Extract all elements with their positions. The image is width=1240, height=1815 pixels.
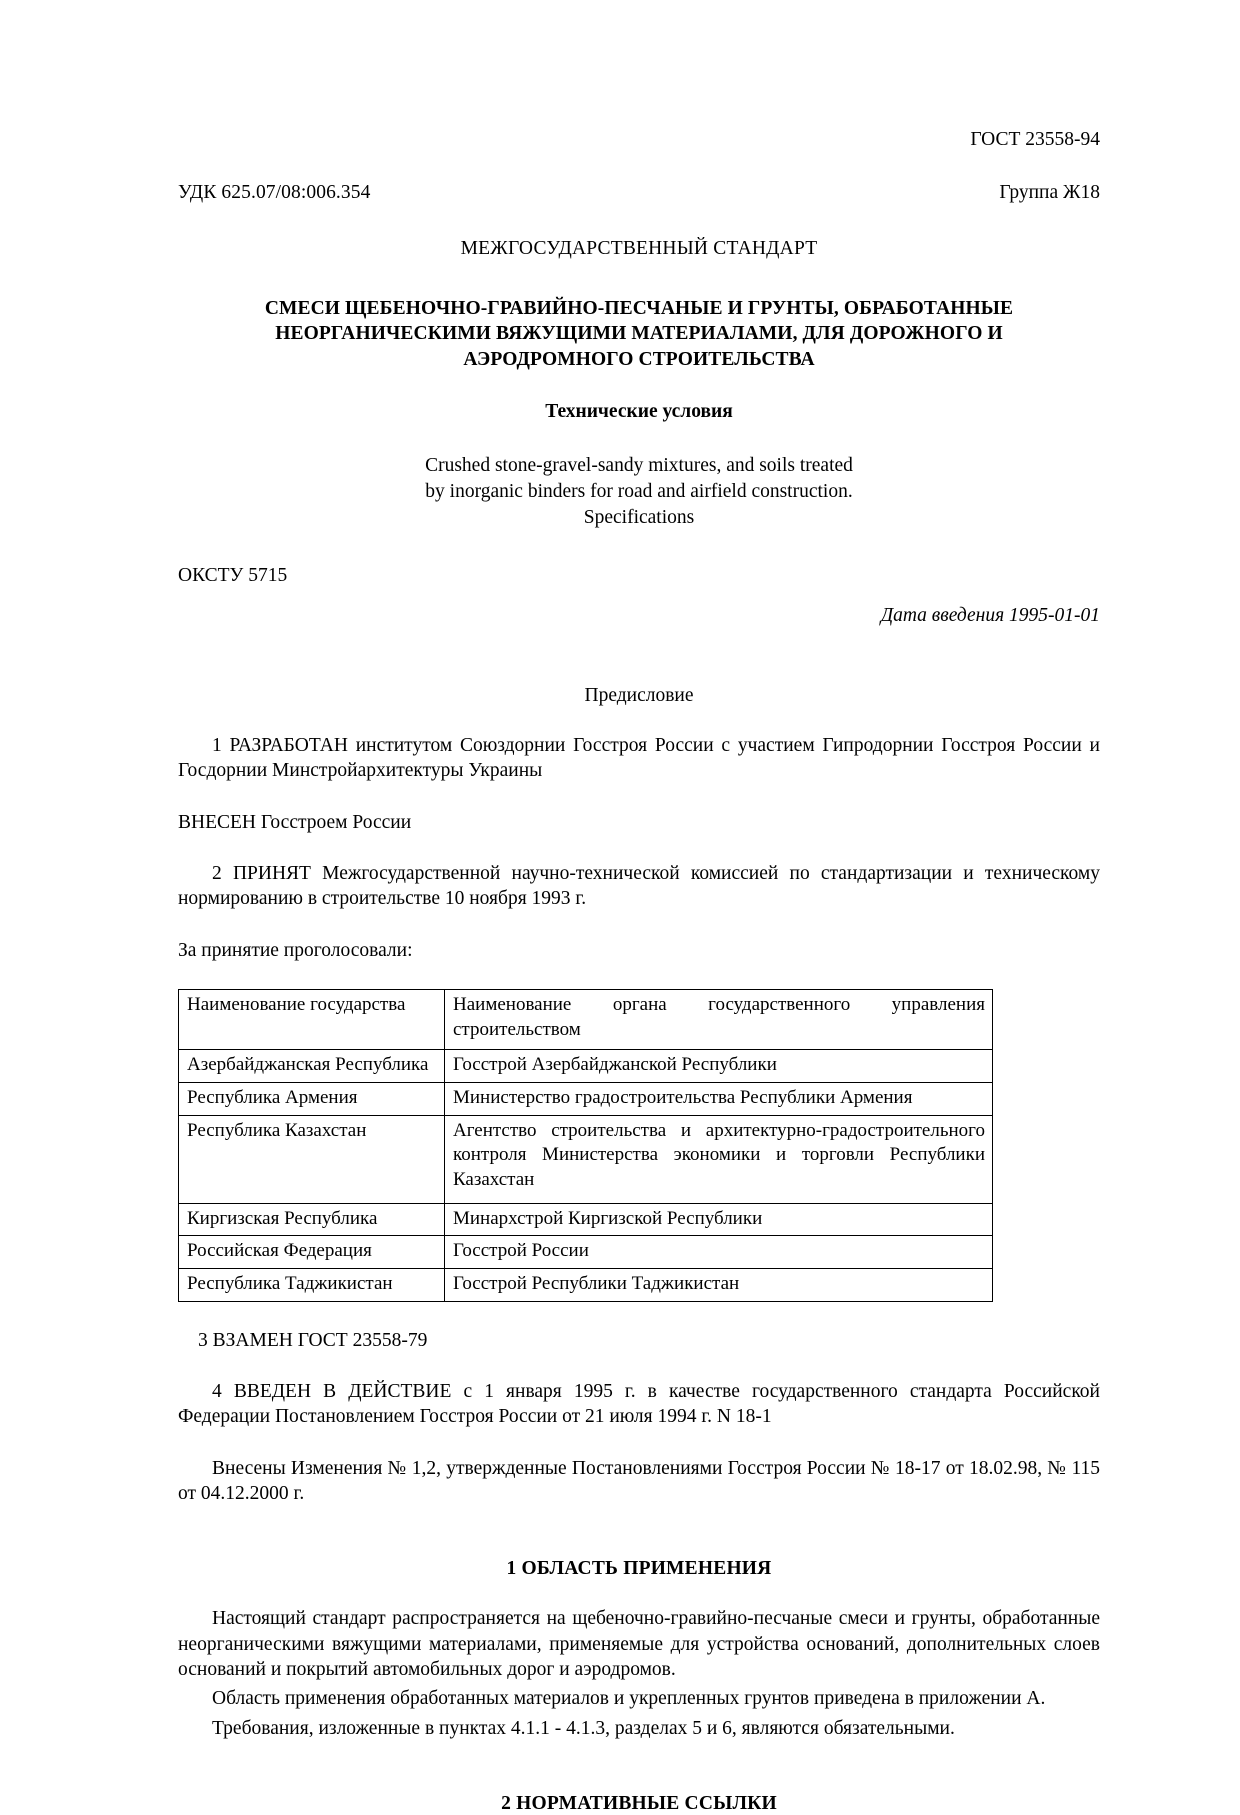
preface-item-3: 3 ВЗАМЕН ГОСТ 23558-79 bbox=[198, 1329, 428, 1351]
table-header-row bbox=[179, 990, 993, 1050]
table-cell-state: Российская Федерация bbox=[179, 1236, 445, 1269]
section-heading-1: 1 ОБЛАСТЬ ПРИМЕНЕНИЯ bbox=[506, 1558, 772, 1580]
section1-paragraph-3: Требования, изложенные в пунктах 4.1.1 - 4.1.3, разделах 5 и 6, являются обязательными. bbox=[212, 1717, 955, 1739]
section1-paragraph-1: Настоящий стандарт распространяется на щебеночно-гравийно-песчаные смеси и грунты, обработанные неорганическими вяжущими материалами, применяемые для устройства оснований, дополнительных слоев оснований и покрытий автомобильных дорог и аэродромов. bbox=[178, 1608, 1100, 1680]
table-cell-body: Госстрой Республики Таджикистан bbox=[445, 1268, 993, 1301]
table-cell-body: Агентство строительства и архитектурно-градостроительного контроля Министерства экономики и торговли Республики Казахстан bbox=[445, 1115, 993, 1203]
table-header-cell-body: Наименование органа государственного управления строительством bbox=[445, 990, 993, 1050]
english-title bbox=[178, 453, 1100, 531]
table-cell-state: Республика Казахстан bbox=[179, 1115, 445, 1203]
table-row bbox=[179, 1236, 993, 1269]
table-cell-state: Азербайджанская Республика bbox=[179, 1050, 445, 1083]
standard-kind: МЕЖГОСУДАРСТВЕННЫЙ СТАНДАРТ bbox=[460, 237, 818, 259]
table-row bbox=[179, 1050, 993, 1083]
vote-intro-text: За принятие проголосовали: bbox=[178, 939, 413, 961]
table-row bbox=[179, 1082, 993, 1115]
date-introduced: Дата введения 1995-01-01 bbox=[880, 605, 1100, 627]
vote-table bbox=[178, 989, 993, 1301]
preface-amendments: Внесены Изменения № 1,2, утвержденные Постановлениями Госстроя России № 18-17 от 18.02.98, № 115 от 04.12.2000 г. bbox=[178, 1457, 1100, 1504]
table-row bbox=[179, 1203, 993, 1236]
table-cell-body: Минархстрой Киргизской Республики bbox=[445, 1203, 993, 1236]
english-title-line-2: by inorganic binders for road and airfield construction. bbox=[425, 480, 853, 502]
preface-item-2: 2 ПРИНЯТ Межгосударственной научно-технической комиссией по стандартизации и техническому нормированию в строительстве 10 ноября 1993 г. bbox=[178, 863, 1100, 910]
document-subtitle: Технические условия bbox=[545, 400, 733, 422]
okstu-code: ОКСТУ 5715 bbox=[178, 565, 288, 587]
udk-group-row bbox=[178, 182, 1100, 204]
group-code: Группа Ж18 bbox=[999, 181, 1100, 203]
section1-paragraph-2: Область применения обработанных материалов и укрепленных грунтов приведена в приложении А. bbox=[212, 1688, 1046, 1710]
table-cell-state: Киргизская Республика bbox=[179, 1203, 445, 1236]
table-row bbox=[179, 1268, 993, 1301]
table-cell-body: Госстрой Азербайджанской Республики bbox=[445, 1050, 993, 1083]
table-row bbox=[179, 1115, 993, 1203]
preface-item-1: 1 РАЗРАБОТАН институтом Союздорнии Госстроя России с участием Гипродорнии Госстроя России и Госдорнии Минстройархитектуры Украины bbox=[178, 735, 1100, 782]
preface-heading: Предисловие bbox=[584, 685, 694, 707]
table-cell-state: Республика Армения bbox=[179, 1082, 445, 1115]
table-cell-body: Министерство градостроительства Республики Армения bbox=[445, 1082, 993, 1115]
table-cell-body: Госстрой России bbox=[445, 1236, 993, 1269]
udk-code: УДК 625.07/08:006.354 bbox=[178, 181, 371, 203]
page-title: СМЕСИ ЩЕБЕНОЧНО-ГРАВИЙНО-ПЕСЧАНЫЕ И ГРУНТЫ, ОБРАБОТАННЫЕ НЕОРГАНИЧЕСКИМИ ВЯЖУЩИМИ МАТЕРИАЛАМИ, ДЛЯ ДОРОЖНОГО И АЭРОДРОМНОГО СТРОИТЕЛЬСТВА bbox=[264, 297, 1014, 370]
table-cell-state: Республика Таджикистан bbox=[179, 1268, 445, 1301]
english-title-line-3: Specifications bbox=[583, 506, 695, 528]
preface-item-submitted: ВНЕСЕН Госстроем России bbox=[178, 811, 412, 833]
document-code: ГОСТ 23558-94 bbox=[970, 129, 1100, 150]
preface-item-4: 4 ВВЕДЕН В ДЕЙСТВИЕ с 1 января 1995 г. в качестве государственного стандарта Российской Федерации Постановлением Госстроя России от 21 июля 1994 г. N 18-1 bbox=[178, 1380, 1100, 1428]
section-heading-2: 2 НОРМАТИВНЫЕ ССЫЛКИ bbox=[501, 1793, 777, 1815]
english-title-line-1: Crushed stone-gravel-sandy mixtures, and soils treated bbox=[425, 454, 853, 476]
table-header-cell-state: Наименование государства bbox=[179, 990, 445, 1050]
